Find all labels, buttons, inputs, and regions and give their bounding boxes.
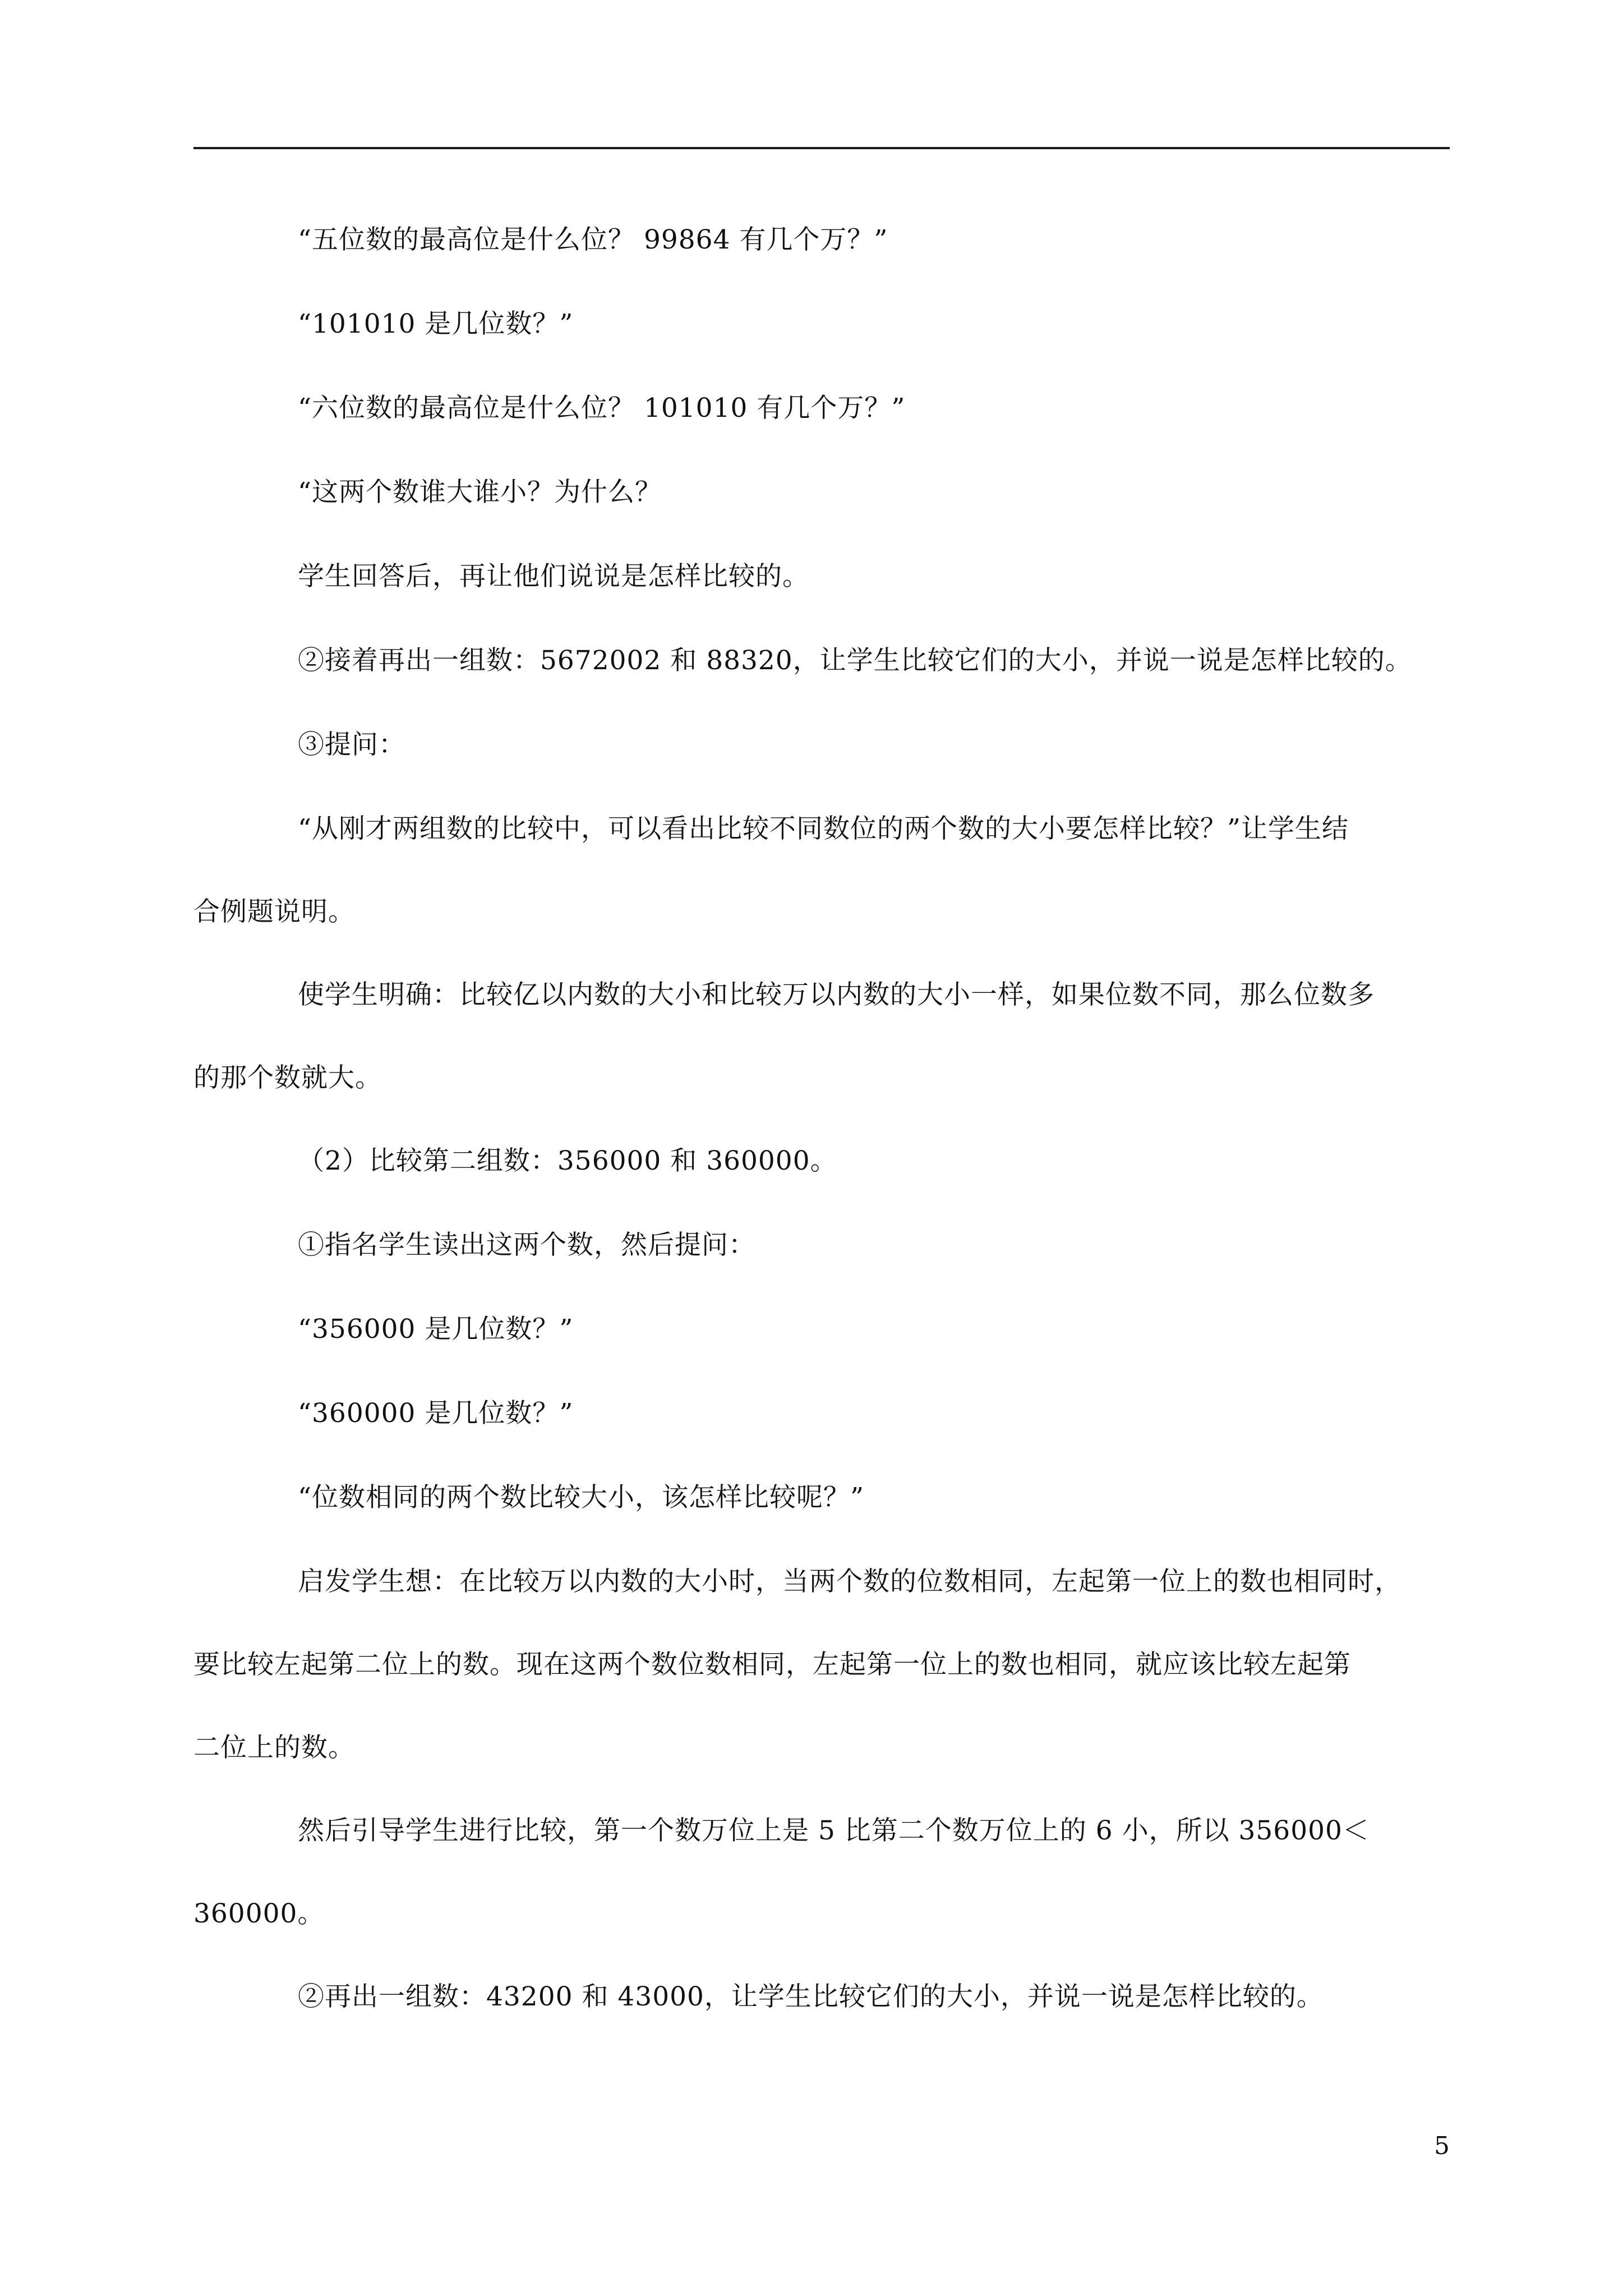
paragraph-line: “这两个数谁大谁小？为什么？ — [298, 477, 662, 508]
paragraph-line: ③提问： — [298, 729, 405, 760]
paragraph-line: “356000 是几位数？” — [298, 1314, 574, 1345]
paragraph-line: 使学生明确：比较亿以内数的大小和比较万以内数的大小一样，如果位数不同，那么位数多 — [298, 979, 1375, 1010]
paragraph-line: 二位上的数。 — [193, 1732, 355, 1763]
paragraph-line: “位数相同的两个数比较大小，该怎样比较呢？” — [298, 1482, 865, 1513]
paragraph-line: 启发学生想：在比较万以内数的大小时，当两个数的位数相同，左起第一位上的数也相同时， — [298, 1566, 1401, 1597]
body-text — [193, 222, 1450, 2063]
paragraph-line: “五位数的最高位是什么位？ 99864 有几个万？” — [298, 224, 888, 255]
paragraph-line: 然后引导学生进行比较，第一个数万位上是 5 比第二个数万位上的 6 小，所以 356000＜ — [298, 1815, 1370, 1846]
header-rule — [193, 147, 1450, 149]
paragraph-line: ①指名学生读出这两个数，然后提问： — [298, 1230, 755, 1260]
paragraph-line: “360000 是几位数？” — [298, 1398, 574, 1429]
paragraph-line: ②接着再出一组数：5672002 和 88320，让学生比较它们的大小，并说一说是怎样比较的。 — [298, 645, 1412, 676]
paragraph-line: （2）比较第二组数：356000 和 360000。 — [298, 1145, 837, 1176]
paragraph-line: 学生回答后，再让他们说说是怎样比较的。 — [298, 561, 809, 592]
paragraph-line: “101010 是几位数？” — [298, 309, 574, 339]
paragraph-line: 360000。 — [193, 1898, 325, 1929]
paragraph-line: 要比较左起第二位上的数。现在这两个数位数相同，左起第一位上的数也相同，就应该比较左起第 — [193, 1649, 1351, 1680]
paragraph-line: 合例题说明。 — [193, 896, 355, 927]
paragraph-line: “六位数的最高位是什么位？ 101010 有几个万？” — [298, 393, 906, 424]
paragraph-line: “从刚才两组数的比较中，可以看出比较不同数位的两个数的大小要怎样比较？”让学生结 — [298, 813, 1349, 844]
paragraph-line: 的那个数就大。 — [193, 1062, 382, 1093]
page-number: 5 — [1434, 2132, 1450, 2160]
paragraph-line: ②再出一组数：43200 和 43000，让学生比较它们的大小，并说一说是怎样比较的。 — [298, 1981, 1324, 2012]
